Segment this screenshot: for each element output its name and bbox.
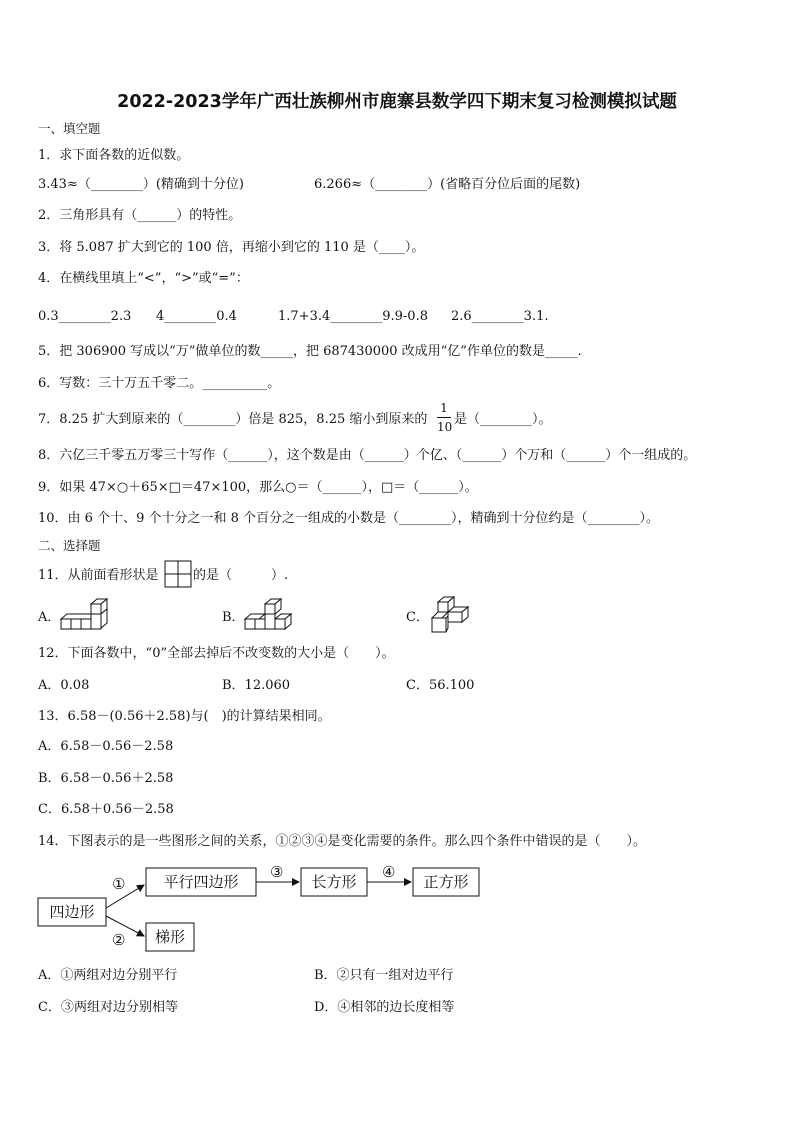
q1-a: 3.43≈（________）(精确到十分位) — [38, 177, 244, 192]
q11-option-b: B． — [222, 610, 245, 625]
page-title: 2022-2023学年广西壮族柳州市鹿寨县数学四下期末复习检测模拟试题 — [117, 92, 677, 112]
q4-item-4: 2.6________3.1. — [451, 309, 549, 324]
q12-option-c: C．56.100 — [406, 678, 475, 693]
q4-item-3: 1.7+3.4________9.9-0.8 — [278, 309, 428, 324]
q7-fraction-numerator: 1 — [440, 401, 448, 415]
q12-option-b: B．12.060 — [222, 678, 291, 693]
diagram-label-rect: 长方形 — [311, 873, 357, 891]
q7-part1: 7．8.25 扩大到原来的（________）倍是 825，8.25 缩小到原来的 — [38, 412, 428, 427]
q4-stem: 4．在横线里填上“<”，“>”或“=”： — [38, 271, 249, 286]
q6: 6．写数：三十万五千零二。__________。 — [38, 376, 281, 391]
q9: 9．如果 47×○＋65×□＝47×100，那么○＝（______），□＝（______）。 — [38, 480, 478, 495]
q1-b: 6.266≈（________）(省略百分位后面的尾数) — [314, 177, 581, 192]
q11-stem-before: 11．从前面看形状是 — [38, 568, 159, 583]
q13-stem: 13．6.58－(0.56＋2.58)与( )的计算结果相同。 — [38, 709, 331, 724]
section-choice: 二、选择题 — [38, 538, 101, 553]
q7-fraction-denominator: 10 — [437, 420, 453, 434]
q13-option-b: B．6.58－0.56＋2.58 — [38, 771, 174, 786]
q4-item-2: 4________0.4 — [156, 309, 237, 324]
q3: 3．将 5.087 扩大到它的 100 倍，再缩小到它的 110 是（____）。 — [38, 240, 425, 255]
q14-option-a: A．①两组对边分别平行 — [38, 968, 178, 983]
q1-stem: 1．求下面各数的近似数。 — [38, 148, 190, 163]
q14-stem: 14．下图表示的是一些图形之间的关系，①②③④是变化需要的条件。那么四个条件中错误的是（ ）。 — [38, 834, 647, 849]
q13-option-c: C．6.58＋0.56－2.58 — [38, 802, 174, 817]
diagram-cond-4: ④ — [382, 863, 396, 881]
q7-part2: 是（________）。 — [454, 412, 552, 427]
q14-option-d: D．④相邻的边长度相等 — [314, 1000, 455, 1015]
q12-stem: 12．下面各数中，“0”全部去掉后不改变数的大小是（ ）。 — [38, 646, 395, 661]
q11-option-b-cubes-icon — [244, 598, 296, 634]
q14-option-b: B．②只有一组对边平行 — [314, 968, 454, 983]
q11-option-a: A． — [38, 610, 61, 625]
q5: 5．把 306900 写成以“万”做单位的数_____，把 687430000 改成用“亿”作单位的数是_____. — [38, 344, 582, 359]
q10: 10．由 6 个十、9 个十分之一和 8 个百分之一组成的小数是（________），精确到十分位约是（________）。 — [38, 511, 660, 526]
q11-option-a-cubes-icon — [60, 598, 110, 634]
q13-option-a: A．6.58－0.56－2.58 — [38, 739, 174, 754]
diagram-label-trap: 梯形 — [154, 928, 186, 946]
diagram-label-para: 平行四边形 — [163, 873, 239, 891]
q2: 2．三角形具有（______）的特性。 — [38, 208, 242, 223]
q7-fraction-bar — [437, 417, 451, 418]
q11-stem-after: 的是（ ）. — [193, 568, 289, 583]
q11-option-c-cubes-icon — [428, 596, 472, 636]
q4-item-1: 0.3________2.3 — [38, 309, 132, 324]
q14-option-c: C．③两组对边分别相等 — [38, 1000, 178, 1015]
section-fill-blank: 一、填空题 — [38, 121, 101, 136]
q8: 8．六亿三千零五万零三十写作（______），这个数是由（______）个亿、（______）个万和（______）个一组成的。 — [38, 448, 697, 463]
q12-option-a: A．0.08 — [38, 678, 90, 693]
diagram-label-square: 正方形 — [423, 873, 469, 891]
diagram-cond-2: ② — [112, 931, 126, 949]
diagram-cond-3: ③ — [270, 863, 284, 881]
diagram-label-quad: 四边形 — [49, 903, 95, 921]
q14-shape-relation-diagram — [36, 858, 486, 956]
q11-option-c: C． — [406, 610, 429, 625]
q11-front-view-icon — [164, 560, 192, 588]
diagram-cond-1: ① — [112, 875, 126, 893]
